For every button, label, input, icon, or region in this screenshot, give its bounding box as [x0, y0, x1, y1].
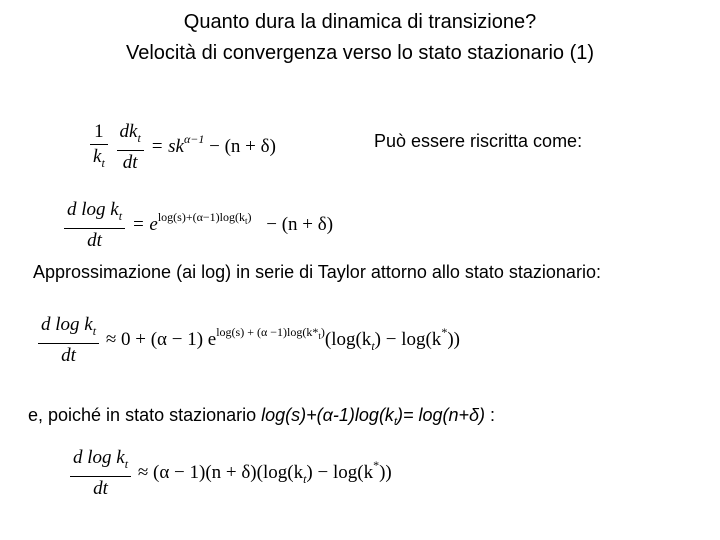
exponent-close: ) [247, 209, 252, 224]
since-prefix: e, poiché in stato stazionario [28, 405, 262, 425]
equals-e: = e [131, 213, 158, 235]
exponent-log-expression: log(s)+(α−1)log(k [157, 209, 245, 224]
dt-symbol: dt [122, 152, 138, 173]
equation-taylor-expansion [36, 315, 460, 366]
dk-symbol: dk [119, 121, 138, 142]
subscript-t: t [118, 209, 123, 223]
approx-expression: ≈ 0 + (α − 1) e [105, 328, 217, 350]
subscript-t: t [92, 324, 97, 338]
exponent-alpha-minus-one: α−1 [183, 131, 205, 146]
equation-log-form [62, 200, 333, 251]
dt-symbol: dt [61, 345, 76, 366]
since-rest: )= log(n+δ) [397, 405, 486, 425]
taylor-approximation-text: Approssimazione (ai log) in serie di Taylor attorno allo stato stazionario: [33, 262, 601, 282]
rhs-sk: = sk [150, 135, 184, 157]
slide-title-line1: Quanto dura la dinamica di transizione? [183, 11, 537, 33]
subscript-t: t [137, 131, 141, 145]
fraction-one-over-k [90, 122, 108, 173]
star-superscript: * [441, 324, 448, 339]
exponent-close: ) [320, 324, 325, 339]
rhs-tail: − (n + δ) [204, 135, 276, 157]
fraction-dlogk-dt [70, 448, 131, 499]
log-difference-mid: ) − log(k [306, 461, 374, 483]
dlogk-symbol: d log k [41, 314, 93, 335]
numerator-one: 1 [90, 122, 108, 145]
slide-title-line2: Velocità di convergenza verso lo stato stazionario (1) [125, 42, 595, 64]
since-end: : [485, 405, 496, 425]
subscript-t: t [124, 457, 129, 471]
k-symbol: k [93, 146, 102, 167]
subscript-t: t [303, 471, 307, 486]
subscript-t: t [101, 156, 105, 170]
log-difference-open: (log(k [324, 328, 372, 350]
fraction-dk-dt [117, 122, 144, 173]
rhs-tail: − (n + δ) [261, 213, 334, 235]
subscript-t: t [244, 215, 248, 226]
rewrite-label: Può essere riscritta come: [374, 131, 583, 151]
approx-expression: ≈ (α − 1)(n + δ)(log(k [137, 461, 304, 483]
fraction-dlogk-dt [38, 315, 99, 366]
log-difference-close: )) [379, 461, 392, 483]
log-difference-close: )) [447, 328, 460, 350]
steady-state-condition-text [28, 404, 495, 433]
since-condition: log(s)+(α-1)log(k [261, 405, 394, 425]
subscript-t: t [318, 330, 321, 341]
dt-symbol: dt [87, 230, 102, 251]
dt-symbol: dt [93, 478, 108, 499]
fraction-dlogk-dt [64, 200, 125, 251]
subscript-t: t [393, 416, 397, 428]
exponent-log-expression: log(s) + (α −1)log(k* [216, 324, 319, 339]
equation-growth-rate [88, 122, 276, 173]
dlogk-symbol: d log k [67, 199, 119, 220]
equation-convergence-speed [68, 448, 392, 499]
star-superscript: * [373, 457, 380, 472]
subscript-t: t [371, 338, 375, 353]
dlogk-symbol: d log k [73, 447, 125, 468]
log-difference-mid: ) − log(k [374, 328, 442, 350]
